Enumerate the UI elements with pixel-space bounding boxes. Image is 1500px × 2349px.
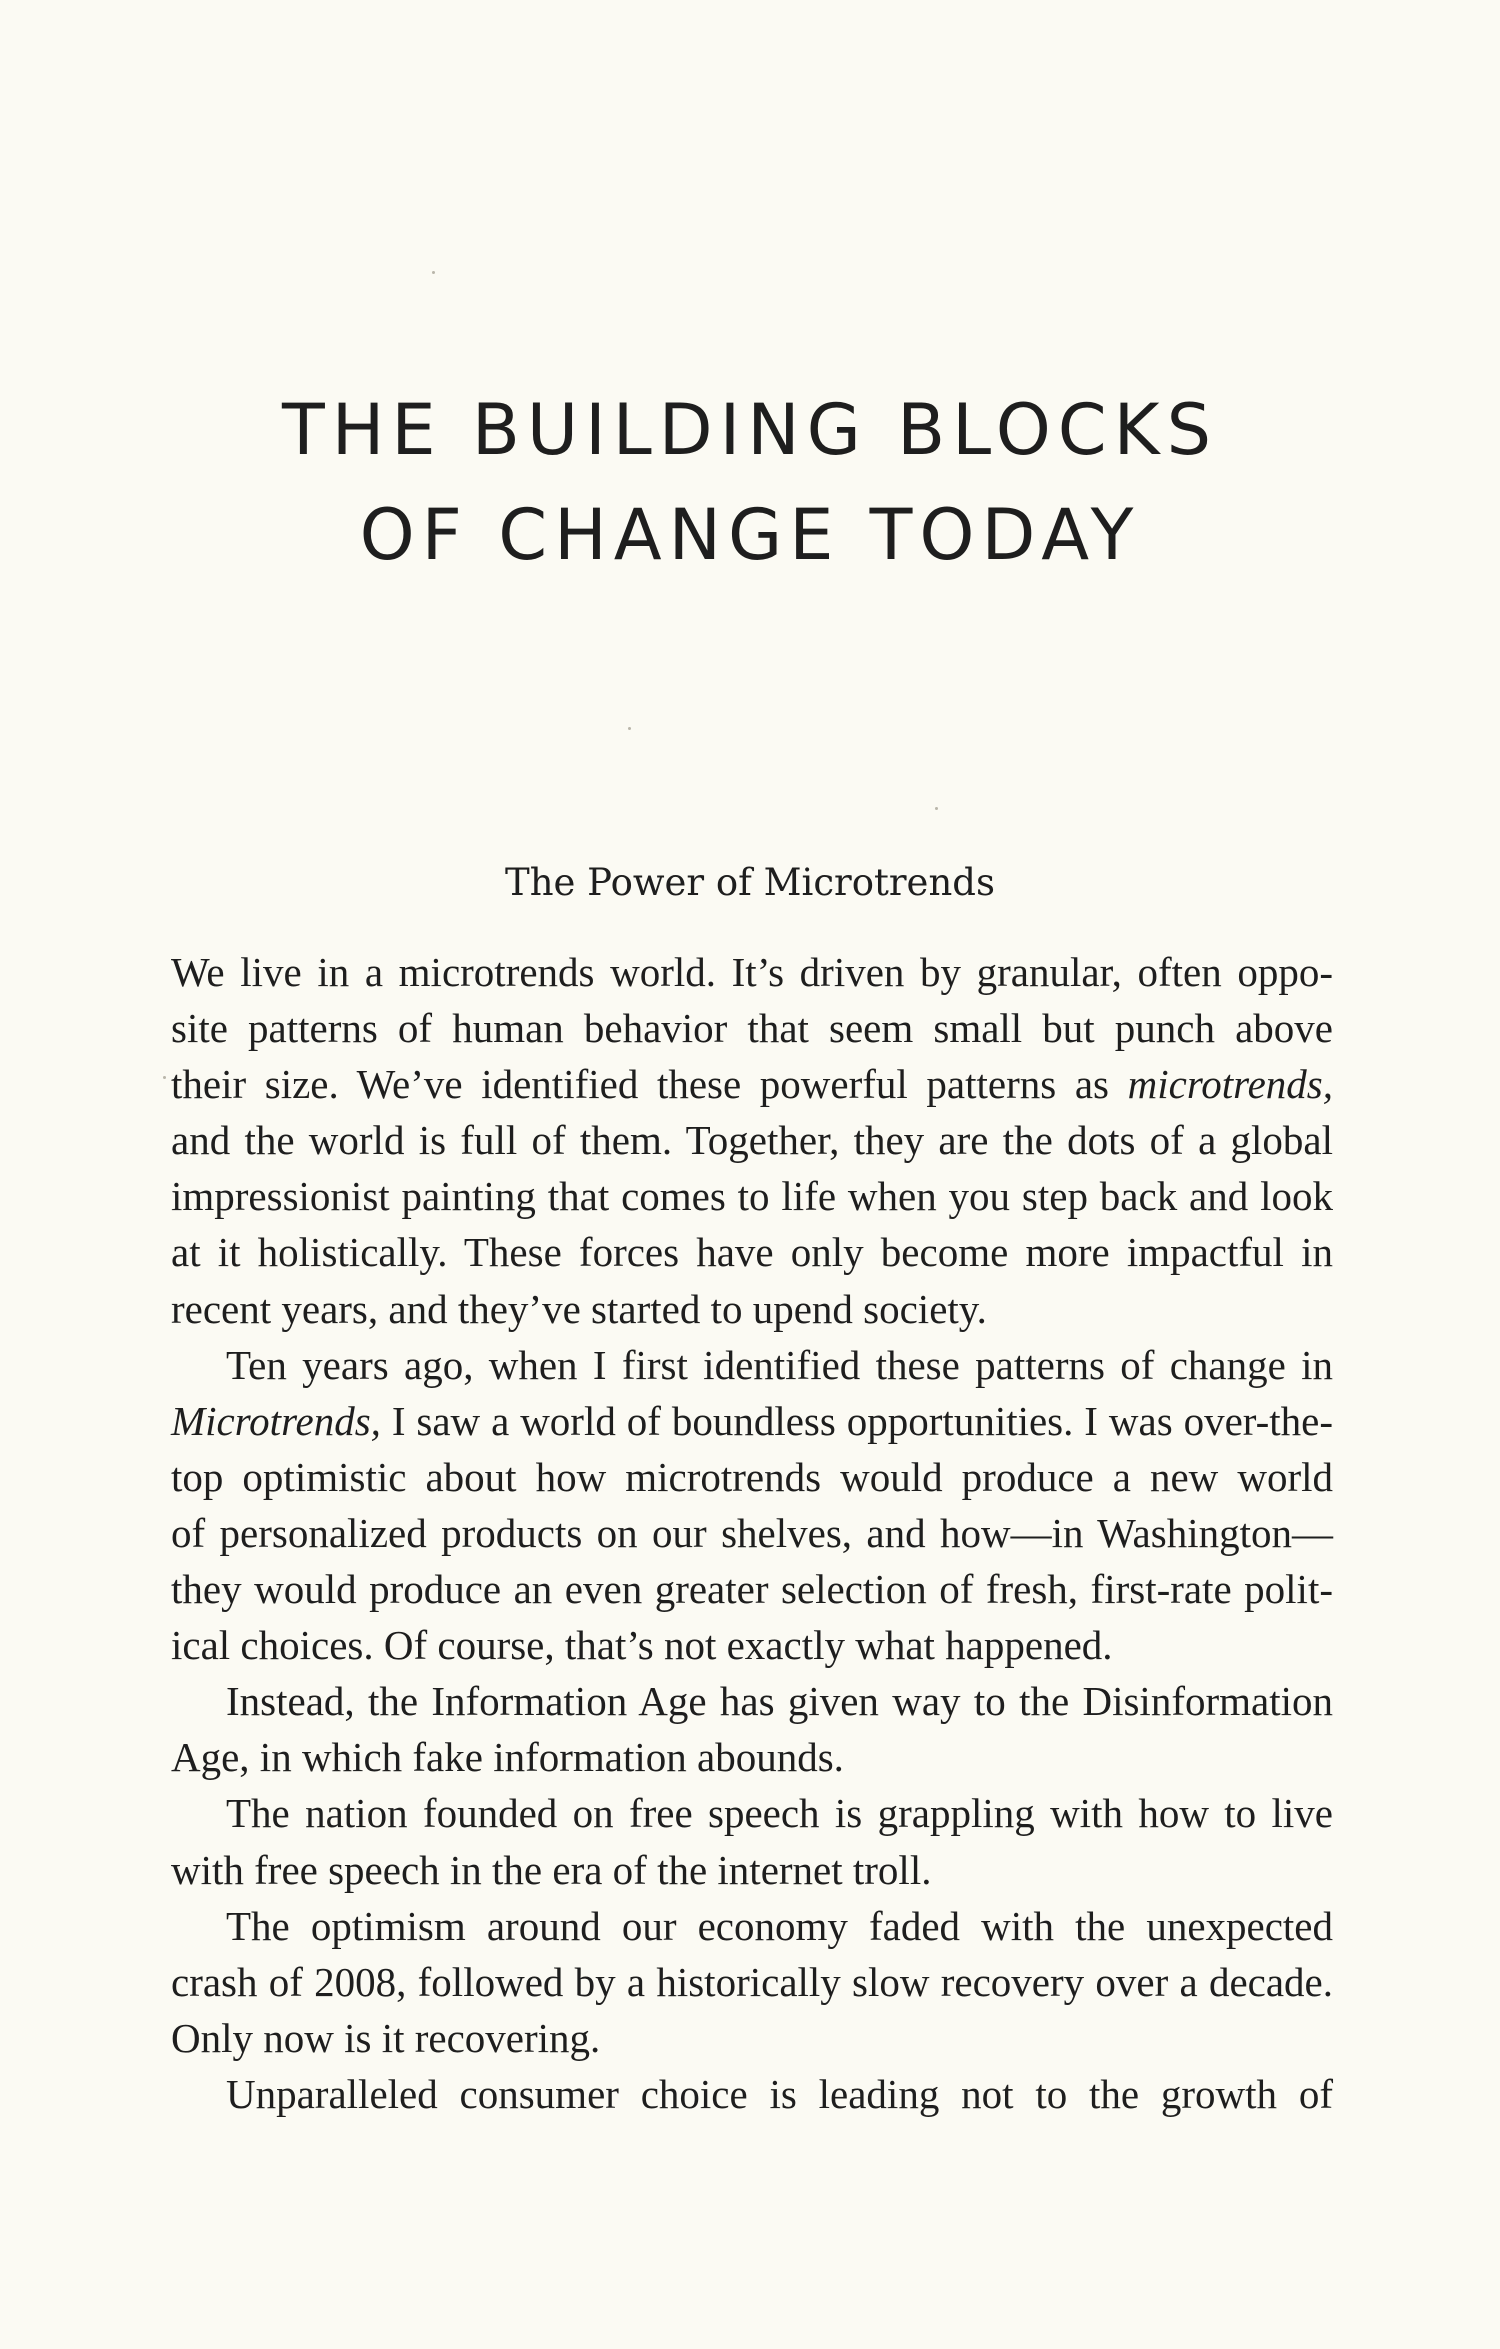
text-line: at it holistically. These forces have only become more impactful in xyxy=(171,1229,1333,1276)
paragraph xyxy=(171,944,1333,1337)
text-line: crash of 2008, followed by a historically slow recovery over a decade. xyxy=(171,1958,1333,2005)
text-line: The optimism around our economy faded with the unexpected xyxy=(226,1902,1333,1949)
text-line: with free speech in the era of the internet troll. xyxy=(171,1846,932,1893)
text-line: Ten years ago, when I first identified these patterns of change in xyxy=(226,1341,1333,1388)
italic-book-title: Microtrends, xyxy=(171,1397,381,1444)
text-line: ical choices. Of course, that’s not exactly what happened. xyxy=(171,1622,1113,1669)
paragraph xyxy=(171,1673,1333,1785)
paragraph xyxy=(171,1337,1333,1674)
paper-speck xyxy=(628,727,631,730)
chapter-title xyxy=(0,378,1500,588)
text-line: top optimistic about how microtrends would produce a new world xyxy=(171,1453,1333,1500)
text-run: their size. We’ve identified these powerful patterns as xyxy=(171,1061,1128,1108)
text-line: of personalized products on our shelves, and how—in Washington— xyxy=(171,1509,1333,1556)
text-line: Unparalleled consumer choice is leading not to the growth of xyxy=(226,2070,1333,2117)
paper-speck xyxy=(163,1076,166,1079)
text-line: and the world is full of them. Together, they are the dots of a global xyxy=(171,1117,1333,1164)
paragraph xyxy=(171,1898,1333,2066)
text-line: Age, in which fake information abounds. xyxy=(171,1734,844,1781)
chapter-title-line-1: THE BUILDING BLOCKS xyxy=(281,389,1219,471)
text-line: they would produce an even greater selection of fresh, first-rate polit- xyxy=(171,1566,1333,1613)
section-heading: The Power of Microtrends xyxy=(505,861,995,904)
paragraph xyxy=(171,2066,1333,2122)
text-line xyxy=(171,1056,1333,1112)
text-line: recent years, and they’ve started to upend society. xyxy=(171,1285,987,1332)
text-run: I saw a world of boundless opportunities. I was over-the- xyxy=(380,1397,1333,1444)
text-line: We live in a microtrends world. It’s driven by granular, often oppo- xyxy=(171,949,1333,995)
text-line: Instead, the Information Age has given way to the Disinformation xyxy=(226,1678,1333,1725)
text-line: impressionist painting that comes to life when you step back and look xyxy=(171,1173,1333,1220)
chapter-title-line-2: OF CHANGE TODAY xyxy=(359,494,1141,576)
text-line: Only now is it recovering. xyxy=(171,2014,601,2061)
text-line: The nation founded on free speech is grappling with how to live xyxy=(226,1790,1333,1837)
text-line: site patterns of human behavior that seem small but punch above xyxy=(171,1005,1333,1052)
paragraph xyxy=(171,1785,1333,1897)
paper-speck xyxy=(432,271,435,274)
text-line xyxy=(171,1393,1333,1449)
italic-term: microtrends, xyxy=(1127,1061,1333,1108)
body-text xyxy=(171,944,1333,2122)
paper-speck xyxy=(935,807,938,810)
